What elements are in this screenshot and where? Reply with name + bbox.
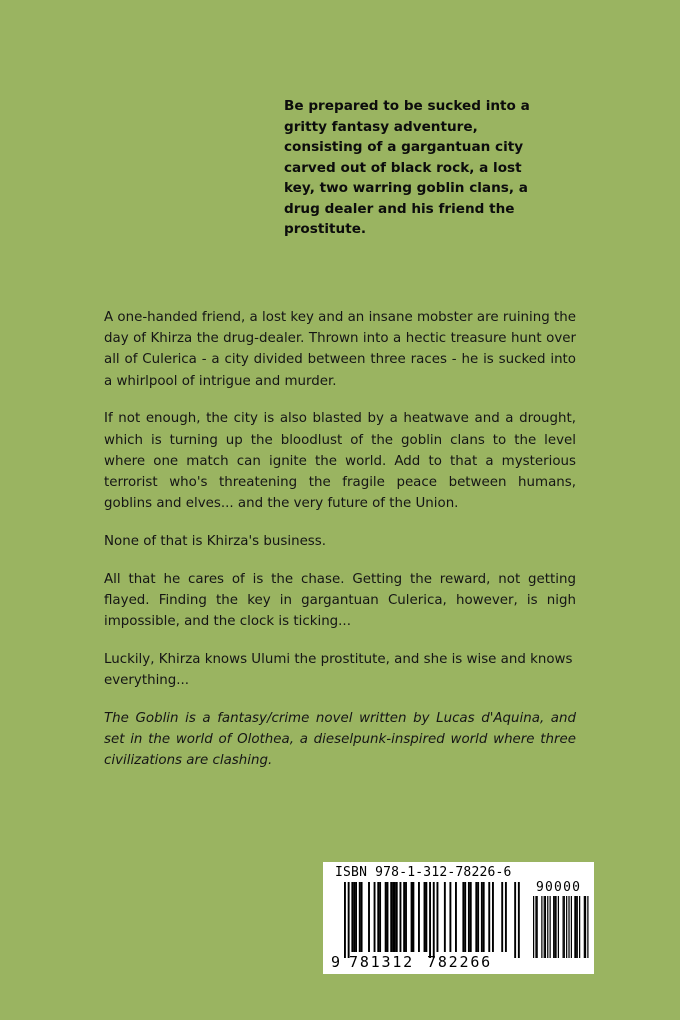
blurb-paragraph-3: None of that is Khirza's business. xyxy=(104,534,327,550)
ean-bar xyxy=(483,882,485,952)
blurb-paragraph-4: All that he cares of is the chase. Getting the reward, not getting flayed. Finding the key in gargantuan Culerica, however, is nigh impossible, and the clock is ticking... xyxy=(104,571,576,630)
addon-bar xyxy=(541,896,542,958)
ean-bar xyxy=(477,882,479,952)
ean-bar xyxy=(449,882,451,952)
ean-bar xyxy=(361,882,363,952)
isbn-barcode xyxy=(323,862,594,974)
addon-bar xyxy=(577,896,578,958)
blurb-paragraph-1: A one-handed friend, a lost key and an insane mobster are ruining the day of Khirza the drug-dealer. Thrown into a hectic treasure hunt over all of Culerica - a city divided between three races - he is sucked into a whirlpool of intrigue and murder. xyxy=(104,310,576,389)
addon-bar xyxy=(550,896,551,958)
addon-bar xyxy=(584,896,585,958)
ean-bar xyxy=(405,882,407,952)
addon-bar xyxy=(558,896,559,958)
addon-bar xyxy=(568,896,569,958)
ean-bar xyxy=(437,882,439,952)
addon-bar xyxy=(554,896,555,958)
ean-digits xyxy=(331,953,501,971)
ean-first-digit: 9 xyxy=(331,953,341,971)
ean-bar xyxy=(353,882,355,952)
addon-bar xyxy=(571,896,572,958)
ean-bar xyxy=(368,882,370,952)
addon-bar xyxy=(553,896,554,958)
blurb-paragraph-5: Luckily, Khirza knows Ulumi the prostitute, and she is wise and knows everything... xyxy=(104,652,573,689)
ean-bar xyxy=(396,882,398,952)
ean-left-digits: 781312 xyxy=(349,953,414,971)
ean-guard-bar xyxy=(348,882,350,958)
tagline: Be prepared to be sucked into a gritty fantasy adventure, consisting of a gargantuan city carved out of black rock, a lost key, two warring goblin clans, a drug dealer and his friend the prostitute. xyxy=(284,98,530,237)
ean-bar xyxy=(501,882,503,952)
ean-guard-bar xyxy=(514,882,516,958)
addon-digits: 90000 xyxy=(536,880,582,895)
ean-bar xyxy=(462,882,464,952)
ean-right-digits: 782266 xyxy=(427,953,492,971)
addon-bar xyxy=(564,896,565,958)
addon-bar xyxy=(587,896,588,958)
ean-guard-bar xyxy=(429,882,431,958)
addon-bar xyxy=(574,896,575,958)
blurb-paragraph-2: If not enough, the city is also blasted by a heatwave and a drought, which is turning up the bloodlust of the goblin clans to the level where one match can ignite the world. Add to that a mysterious terrorist who's threatening the fragile peace between humans, goblins and elves... and the very future of the Union. xyxy=(104,411,576,512)
addon-bar xyxy=(563,896,564,958)
blurb-paragraph-6: The Goblin is a fantasy/crime novel written by Lucas d'Aquina, and set in the world of Olothea, a dieselpunk-inspired world where three civilizations are clashing. xyxy=(104,711,576,769)
ean-bar xyxy=(403,882,405,952)
ean-bar xyxy=(464,882,466,952)
ean-bar xyxy=(418,882,420,952)
ean-bar xyxy=(385,882,387,952)
addon-bar xyxy=(585,896,586,958)
ean-guard-bar xyxy=(344,882,346,958)
ean-bar xyxy=(444,882,446,952)
ean-bar xyxy=(411,882,413,952)
addon-bar xyxy=(555,896,556,958)
ean-bar xyxy=(468,882,470,952)
ean-bar xyxy=(470,882,472,952)
ean-bar xyxy=(492,882,494,952)
ean-bar xyxy=(359,882,361,952)
addon-bar xyxy=(533,896,534,958)
ean-bar xyxy=(392,882,394,952)
ean-bar xyxy=(505,882,507,952)
ean-bar xyxy=(351,882,353,952)
addon-bar xyxy=(537,896,538,958)
addon-bar xyxy=(575,896,576,958)
ean-bar xyxy=(390,882,392,952)
ean-bar xyxy=(488,882,490,952)
ean-bar xyxy=(425,882,427,952)
ean-bar xyxy=(455,882,457,952)
addon-bar xyxy=(579,896,580,958)
ean-guard-bar xyxy=(433,882,435,958)
ean-bar xyxy=(379,882,381,952)
ean-bar xyxy=(400,882,402,952)
ean-bar xyxy=(481,882,483,952)
addon-bar xyxy=(545,896,546,958)
ean-bar xyxy=(377,882,379,952)
ean-bar xyxy=(475,882,477,952)
isbn-label: ISBN 978-1-312-78226-6 xyxy=(335,865,512,880)
back-cover-blurb xyxy=(104,307,576,788)
ean-bar xyxy=(387,882,389,952)
addon-bar xyxy=(547,896,548,958)
ean-guard-bar xyxy=(518,882,520,958)
ean-bar xyxy=(374,882,376,952)
ean-bar xyxy=(394,882,396,952)
addon-bar xyxy=(566,896,567,958)
ean-bar xyxy=(355,882,357,952)
ean-bar xyxy=(424,882,426,952)
addon-bar xyxy=(544,896,545,958)
ean-bar xyxy=(412,882,414,952)
addon-bar xyxy=(535,896,536,958)
